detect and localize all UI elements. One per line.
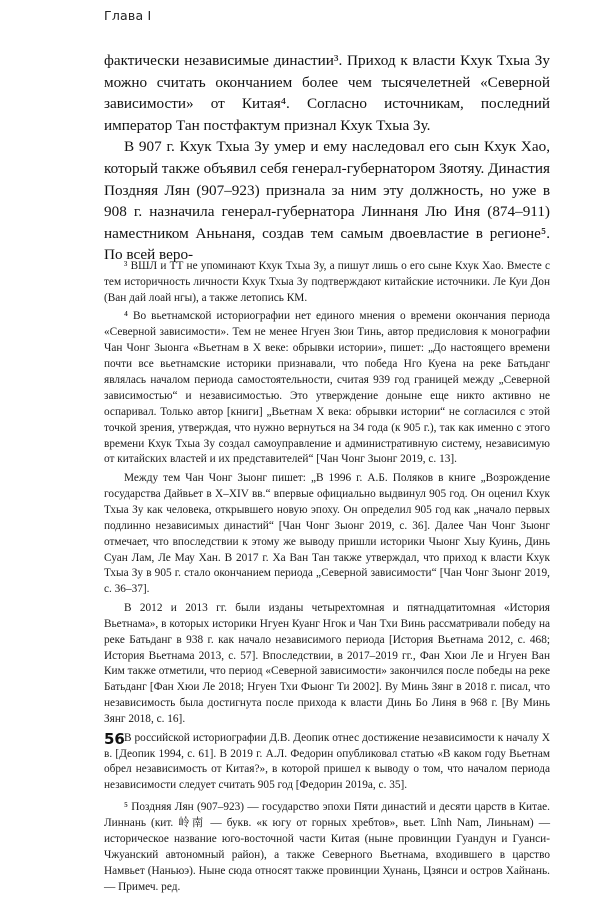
paragraph-2: В 907 г. Кхук Тхыа Зу умер и ему наследовал его сын Кхук Хао, который также объявил себя генерал-губернатором Зяотяу. Династия Поздняя Лян (907–923) признала за ним эту должность, но уже в 908 г. назначила генерал-губернатора Линнаня Лю Иня (874–911) наместником Аньнаня, создав тем самым двоевластие в регионе⁵. По всей веро-	[104, 138, 550, 264]
footnote-4-continued: Между тем Чан Чонг Зыонг пишет: „В 1996 г. А.Б. Поляков в книге „Возрождение государства Дайвьет в X–XIV вв.“ впервые официально выдвинул 905 год. Он оценил Кхук Тхыа Зу как человека, открывшего новую эпоху. Он определил 905 год как „начало первых подлинно независимых династий“ [Чан Чонг Зыонг 2019, с. 36]. Далее Чан Чонг Зыонг отмечает, что впоследствии к этому же выводу пришли историки Чыонг Хыу Куинь, Динь Суан Лам, Ле Мау Хан. В 2017 г. Ха Ван Тан также утверждал, что приход к власти Кхук Тхыа Зу в 905 г. стало окончанием периода „Северной зависимости“ [Чан Чонг Зыонг 2019, с. 36–37].	[104, 471, 550, 596]
footnote-5: ⁵ Поздняя Лян (907–923) — государство эпохи Пяти династий и десяти царств в Китае. Линнань (кит. 岭南 — букв. «к югу от горных хребтов», вьет. Lĩnh Nam, Линьнам) — историческое название юго-восточной части Китая (ныне провинции Гуандун и Гуанси-Чжуанский автономный район), а также Северного Вьетнама, входившего в царство Намвьет (Наньюэ). Ныне сюда относят также провинции Хунань, Цзянси и остров Хайнань. — Примеч. ред.	[104, 801, 550, 893]
main-text	[104, 50, 550, 266]
page-number: 56	[104, 730, 125, 748]
footnotes	[104, 259, 550, 898]
footnote-3: ³ ВШЛ и ТТ не упоминают Кхук Тхыа Зу, а пишут лишь о его сыне Кхук Хао. Вместе с тем историчность личности Кхук Тхыа Зу подтверждают китайские источники. Ле Куи Дон (Ван дай лоай нгы), а также летопись КМ.	[104, 260, 550, 304]
footnote-4: ⁴ Во вьетнамской историографии нет единого мнения о времени окончания периода «Северной зависимости». Тем не менее Нгуен Зюи Тинь, автор предисловия к монографии Чан Чонг Зыонга «Вьетнам в X веке: обрывки истории», пишет: „До настоящего времени почти все вьетнамские историки признавали, что победа Нго Куена на реке Батьданг являлась началом периода самостоятельности, считая 939 год границей между „Северной зависимостью“ и независимостью. Это утверждение доныне еще никто активно не оспаривал. Только автор [книги] „Вьетнам X века: обрывки истории“ не согласился с этой точкой зрения, утверждая, что нужно вернуться на 34 года (к 905 г.), так как именно с этого времени Кхук Тхыа Зу создал самоуправление и административную систему, независимую от китайских властей и их представителей“ [Чан Чонг Зыонг 2019, с. 13].	[104, 310, 550, 466]
footnote-4-continued: В российской историографии Д.В. Деопик отнес достижение независимости к началу X в. [Деопик 1994, с. 61]. В 2019 г. А.Л. Федорин опубликовал статью «В каком году Вьетнам обрел независимость от Китая?», в которой пришел к выводу о том, что началом периода независимости следует считать 905 год [Федорин 2019а, с. 35].	[104, 731, 550, 792]
running-head-chapter: Глава I	[104, 8, 152, 23]
footnote-4-continued: В 2012 и 2013 гг. были изданы четырехтомная и пятнадцатитомная «История Вьетнама», в которых историки Нгуен Куанг Нгок и Чан Тхи Винь рассматривали победу на реке Батьданг в 938 г. как начало независимого периода [История Вьетнама 2012, с. 468; История Вьетнама 2013, с. 57]. Впоследствии, в 2017–2019 гг., Фан Хюи Ле и Нгуен Ван Ким также отметили, что период «Северной зависимости» закончился после победы на реке Батьданг [Фан Хюи Ле 2018; Нгуен Тхи Фыонг Ти 2002]. Ву Минь Зянг в 2018 г. писал, что независимость была достигнута после прихода к власти Динь Бо Линя в 968 г. [Ву Минь Зянг 2018, с. 16].	[104, 601, 550, 726]
paragraph-1: фактически независимые династии³. Приход к власти Кхук Тхыа Зу можно считать окончанием более чем тысячелетней «Северной зависимости» от Китая⁴. Согласно источникам, последний император Тан постфактум признал Кхук Тхыа Зу.	[104, 52, 550, 134]
